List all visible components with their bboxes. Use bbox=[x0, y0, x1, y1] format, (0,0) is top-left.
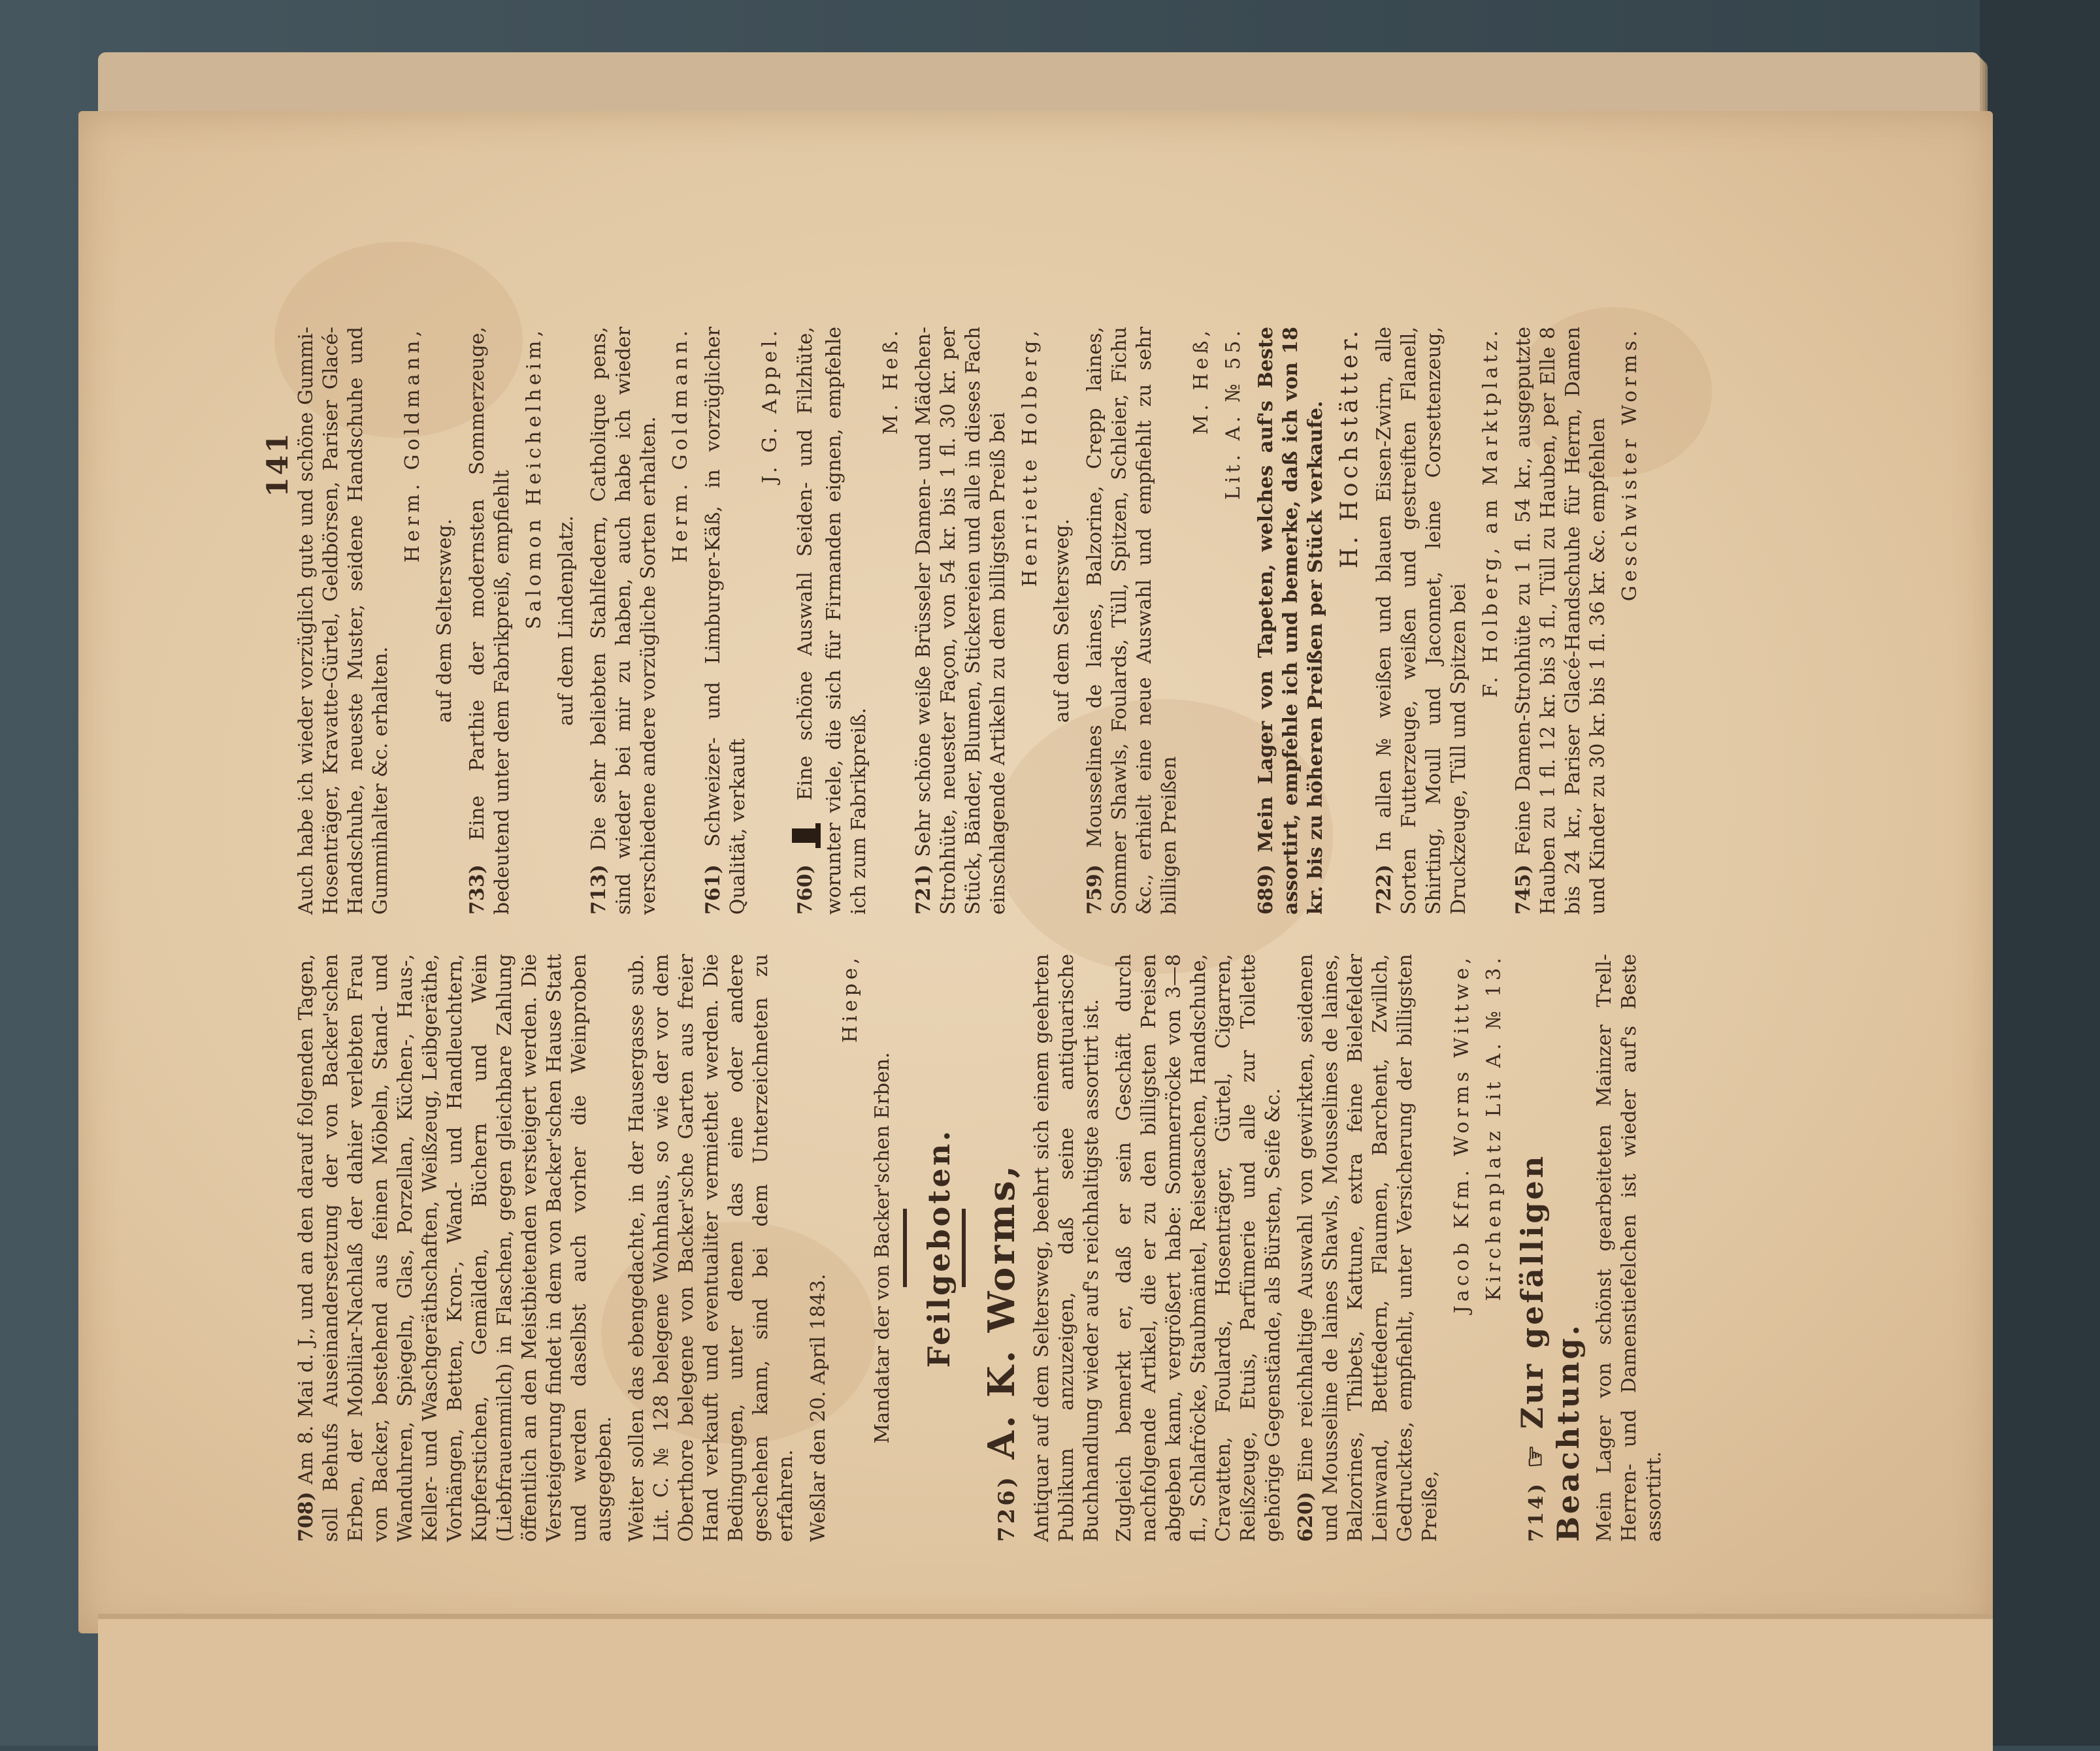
ad-759-place: Lit. A. № 55. bbox=[1222, 327, 1245, 500]
right-column bbox=[294, 327, 1650, 915]
ad-708-signer: Hiepe, bbox=[839, 954, 862, 1043]
ad-759: 759) Mousselines de laines, Balzorine, Crepp laines, Sommer Shawls, Foulards, Tüll, Spitzen, Schleier, Fichu &c., erhielt eine neue Auswahl und empfiehlt zu sehr billigen Preißen bbox=[1083, 327, 1181, 915]
ad-726-continued: Zugleich bemerkt er, daß er sein Geschäft durch nachfolgende Artikel, die er zu den billigsten Preisen abgeben kann, vergrößert habe: Sommerröcke von 3—8 fl., Schlafröcke, Staubmäntel, Reisetaschen, Handschuhe, Cravatten, Foulards, Hosenträger, Gürtel, Cigarren, Reißzeuge, Etuis, Parfümerie und alle zur Toilette gehörige Gegenstände, als Bürsten, Seife &c. bbox=[1113, 954, 1285, 1542]
scanner-background bbox=[1980, 0, 2100, 1746]
page-number: 141 bbox=[261, 431, 295, 497]
rotated-page-content bbox=[248, 274, 1882, 1581]
section-heading: Feilgeboten. bbox=[921, 1128, 957, 1368]
divider bbox=[962, 1209, 966, 1287]
ad-708-signer-role: Mandatar der von Backer'schen Erben. bbox=[871, 1052, 894, 1444]
ad-620: 620) Eine reichhaltige Auswahl von gewirkten, seidenen und Mousseline de laines Shawls, Mousselines de laines, Balzorines, Thibets, Kattune, extra feine Bielefelder Leinwand, Bettfedern, Flaumen, Barchent, Zwillch, Gedrucktes, empfiehlt, unter Versicherung der billigsten Preiße, bbox=[1294, 954, 1441, 1542]
ad-721: 721) Sehr schöne weiße Brüsseler Damen- und Mädchen-Strohhüte, neuester Façon, von 54 kr. bis 1 fl. 30 kr. per Stück, Bänder, Blumen, Stickereien und alle in dieses Fach einschlagende Artikeln zu dem billigsten Preiß bei bbox=[912, 327, 1009, 915]
ad-722: 722) In allen № weißen und blauen Eisen-Zwirn, alle Sorten Futterzeuge, weißen und gestreiften Flanell, Shirting, Moull und Jaconnet, leine Corsettenzeug, Druckzeuge, Tüll und Spitzen bei bbox=[1373, 327, 1470, 915]
ad-721-signer: Henriette Holberg, bbox=[1019, 327, 1042, 587]
ad-intro-place: auf dem Seltersweg. bbox=[433, 518, 456, 723]
ad-726-heading: 726) A. K. Worms, bbox=[980, 1162, 1023, 1542]
ad-726: Antiquar auf dem Seltersweg, beehrt sich einem geehrten Publikum anzuzeigen, daß seine antiquarische Buchhandlung wieder auf's reichhaltigste assortirt ist. bbox=[1030, 954, 1103, 1542]
next-page-edge bbox=[98, 1614, 1993, 1751]
ad-721-place: auf dem Seltersweg. bbox=[1051, 518, 1074, 723]
ad-733-place: auf dem Lindenplatz. bbox=[555, 515, 578, 726]
ad-745: 745) Feine Damen-Strohhüte zu 1 fl. 54 kr., ausgeputzte Hauben zu 1 fl. 12 kr. bis 3 fl., Tüll zu Hauben, per Elle 8 bis 24 kr., Pariser Glacé-Handschuhe für Herrn, Damen und Kinder zu 30 kr. bis 1 fl. 36 kr. &c. empfehlen bbox=[1512, 327, 1609, 915]
ad-761: 761) Schweizer- und Limburger-Käß, in vorzüglicher Qualität, verkauft bbox=[702, 327, 749, 915]
ad-733-signer: Salomon Heichelheim, bbox=[523, 327, 546, 630]
ad-760: 760) Eine schöne Auswahl Seiden- und Filzhüte, worunter viele, die sich für Firmanden eignen, empfehle ich zum Fabrikpreiß. bbox=[791, 327, 872, 915]
ad-intro: Auch habe ich wieder vorzüglich gute und schöne Gummi-Hosenträger, Kravatte-Gürtel, Geldbörsen, Pariser Glacé-Handschuhe, neueste Muster, seidene Handschuhe und Gummihalter &c. erhalten. bbox=[295, 327, 392, 915]
top-hat-icon bbox=[791, 822, 822, 849]
ad-760-signer: M. Heß. bbox=[879, 327, 902, 435]
ad-708-continued: Weiter sollen das ebengedachte, in der Hausergasse sub. Lit. C. № 128 belegene Wohnhaus, so wie der vor dem Oberthore belegene von Backer'sche Garten aus freier Hand verkauft und eventualiter vermiethet werden. Die Bedingungen, unter denen das eine oder andere geschehen kann, sind bei dem Unterzeichneten zu erfahren. bbox=[625, 954, 797, 1542]
ad-745-signer: Geschwister Worms. bbox=[1618, 327, 1641, 602]
ad-620-address: Kirchenplatz Lit A. № 13. bbox=[1483, 954, 1505, 1301]
ad-713: 713) Die sehr beliebten Stahlfedern, Catholique pens, sind wieder bei mir zu haben, auch habe ich wieder verschiedene andere vorzügliche Sorten erhalten. bbox=[587, 327, 660, 915]
pointing-hand-icon: ☞ bbox=[1519, 1442, 1550, 1469]
ad-689: 689) Mein Lager von Tapeten, welches auf's Beste assortirt, empfehle ich und bemerke, daß ich von 18 kr. bis zu höheren Preißen per Stück verkaufe. bbox=[1255, 327, 1327, 915]
ad-689-signer: H. Hochstätter. bbox=[1336, 327, 1363, 569]
ad-708-date: Weßlar den 20. April 1843. bbox=[807, 1273, 830, 1542]
ad-714-heading: 714) ☞ Zur gefälligen Beachtung. bbox=[1515, 1153, 1586, 1542]
ad-761-signer: J. G. Appel. bbox=[759, 327, 781, 483]
ad-714: Mein Lager von schönst gearbeiteten Mainzer Trell-Herren- und Damenstiefelchen ist wieder auf's Beste assortirt. bbox=[1592, 954, 1665, 1542]
ad-722-signer: F. Holberg, am Marktplatz. bbox=[1479, 327, 1502, 698]
divider bbox=[903, 1209, 907, 1287]
ad-708: 708) Am 8. Mai d. J., und an den darauf folgenden Tagen, soll Behufs Auseinandersetzung der von Backer'schen Erben, der Mobiliar-Nachlaß der dahier verlebten Frau von Backer, bestehend aus feinen Möbeln, Stand- und Wanduhren, Spiegeln, Glas, Porzellan, Küchen-, Haus-, Keller- und Waschgeräthschaften, Weißzeug, Leibgeräthe, Vorhängen, Betten, Kron-, Wand- und Handleuchtern, Kupferstichen, Gemälden, Büchern und Wein (Liebfrauenmilch) in Flaschen, gegen gleichbare Zahlung öffentlich an den Meistbietenden versteigert werden. Die Versteigerung findet in dem von Backer'schen Hause Statt und werden daselbst auch vorher die Weinproben ausgegeben. bbox=[295, 954, 615, 1542]
ad-713-signer: Herm. Goldmann. bbox=[669, 327, 692, 563]
ad-intro-signer: Herm. Goldmann, bbox=[401, 327, 424, 563]
ad-733: 733) Eine Parthie der modernsten Sommerzeuge, bedeutend unter dem Fabrikpreiß, empfiehlt bbox=[466, 327, 514, 915]
ad-620-signer: Jacob Kfm. Worms Wittwe, bbox=[1451, 954, 1473, 1314]
left-column bbox=[294, 954, 1675, 1542]
ad-759-signer: M. Heß, bbox=[1190, 327, 1213, 435]
